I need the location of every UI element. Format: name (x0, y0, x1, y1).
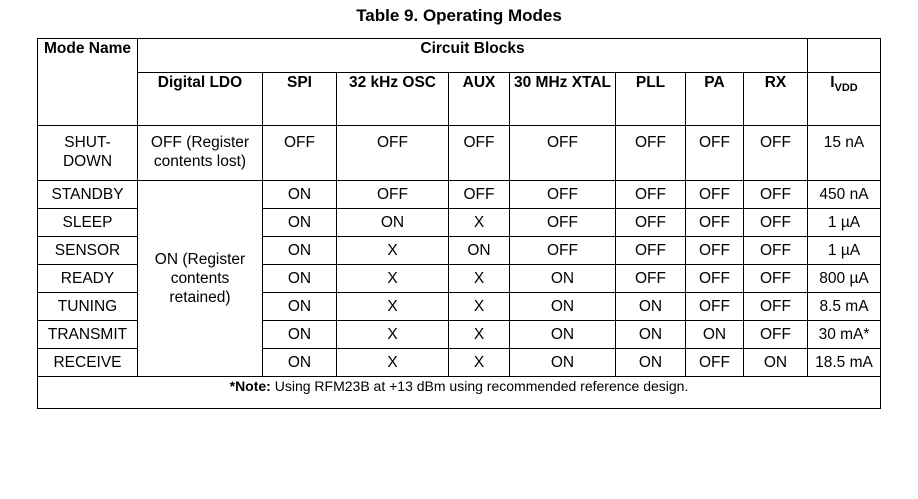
table-note (38, 377, 881, 409)
osc-cell: X (337, 321, 449, 349)
circuit-blocks-header: Circuit Blocks (138, 39, 808, 73)
ivdd-subscript-label: VDD (834, 82, 858, 94)
pa-cell: OFF (686, 349, 744, 377)
pll-cell: ON (616, 349, 686, 377)
aux-cell: X (449, 293, 510, 321)
ivdd-cell: 15 nA (808, 126, 881, 181)
xtal-cell: OFF (510, 237, 616, 265)
column-header-digital-ldo: Digital LDO (138, 73, 263, 126)
mode-cell: SLEEP (38, 209, 138, 237)
rx-cell: OFF (744, 293, 808, 321)
ivdd-cell: 1 µA (808, 209, 881, 237)
mode-cell: TUNING (38, 293, 138, 321)
spi-cell: ON (263, 293, 337, 321)
pa-cell: OFF (686, 126, 744, 181)
pll-cell: OFF (616, 209, 686, 237)
pa-cell: OFF (686, 209, 744, 237)
digital-ldo-cell: ON (Register contents retained) (138, 181, 263, 377)
pa-cell: OFF (686, 265, 744, 293)
column-header-aux: AUX (449, 73, 510, 126)
aux-cell: OFF (449, 126, 510, 181)
pll-cell: OFF (616, 265, 686, 293)
xtal-cell: OFF (510, 209, 616, 237)
pll-cell: OFF (616, 237, 686, 265)
rx-cell: ON (744, 349, 808, 377)
aux-cell: X (449, 209, 510, 237)
ivdd-cell: 800 µA (808, 265, 881, 293)
mode-cell: SENSOR (38, 237, 138, 265)
spi-cell: ON (263, 349, 337, 377)
osc-cell: X (337, 265, 449, 293)
xtal-cell: ON (510, 265, 616, 293)
pa-cell: OFF (686, 237, 744, 265)
pa-cell: OFF (686, 181, 744, 209)
aux-cell: X (449, 265, 510, 293)
ivdd-cell: 8.5 mA (808, 293, 881, 321)
xtal-cell: OFF (510, 126, 616, 181)
ivdd-cell: 30 mA* (808, 321, 881, 349)
spi-cell: ON (263, 265, 337, 293)
xtal-cell: ON (510, 293, 616, 321)
rx-cell: OFF (744, 237, 808, 265)
osc-cell: OFF (337, 126, 449, 181)
xtal-cell: OFF (510, 181, 616, 209)
ivdd-header-spacer (808, 39, 881, 73)
note-text: Using RFM23B at +13 dBm using recommended reference design. (270, 378, 689, 394)
pa-cell: OFF (686, 293, 744, 321)
spi-cell: OFF (263, 126, 337, 181)
mode-cell: SHUT-DOWN (38, 126, 138, 181)
column-header-32khz-osc: 32 kHz OSC (337, 73, 449, 126)
pll-cell: OFF (616, 181, 686, 209)
xtal-cell: ON (510, 349, 616, 377)
xtal-cell: ON (510, 321, 616, 349)
mode-cell: STANDBY (38, 181, 138, 209)
osc-cell: ON (337, 209, 449, 237)
operating-modes-table (37, 38, 881, 409)
table-row (38, 181, 881, 209)
rx-cell: OFF (744, 321, 808, 349)
ivdd-cell: 450 nA (808, 181, 881, 209)
pll-cell: OFF (616, 126, 686, 181)
rx-cell: OFF (744, 126, 808, 181)
ivdd-cell: 1 µA (808, 237, 881, 265)
column-header-ivdd (808, 73, 881, 126)
ivdd-main-label: I (830, 74, 835, 91)
table-row (38, 126, 881, 181)
osc-cell: X (337, 349, 449, 377)
rx-cell: OFF (744, 181, 808, 209)
column-header-pa: PA (686, 73, 744, 126)
osc-cell: OFF (337, 181, 449, 209)
column-header-pll: PLL (616, 73, 686, 126)
spi-cell: ON (263, 237, 337, 265)
digital-ldo-cell: OFF (Register contents lost) (138, 126, 263, 181)
ivdd-cell: 18.5 mA (808, 349, 881, 377)
mode-cell: RECEIVE (38, 349, 138, 377)
column-header-30mhz-xtal: 30 MHz XTAL (510, 73, 616, 126)
table-caption: Table 9. Operating Modes (356, 6, 562, 25)
aux-cell: X (449, 321, 510, 349)
spi-cell: ON (263, 209, 337, 237)
aux-cell: OFF (449, 181, 510, 209)
rx-cell: OFF (744, 209, 808, 237)
osc-cell: X (337, 293, 449, 321)
mode-name-header: Mode Name (38, 39, 138, 126)
column-header-spi: SPI (263, 73, 337, 126)
pll-cell: ON (616, 321, 686, 349)
note-label: *Note: (229, 378, 271, 394)
spi-cell: ON (263, 321, 337, 349)
spi-cell: ON (263, 181, 337, 209)
mode-cell: TRANSMIT (38, 321, 138, 349)
osc-cell: X (337, 237, 449, 265)
aux-cell: ON (449, 237, 510, 265)
rx-cell: OFF (744, 265, 808, 293)
mode-cell: READY (38, 265, 138, 293)
aux-cell: X (449, 349, 510, 377)
pa-cell: ON (686, 321, 744, 349)
pll-cell: ON (616, 293, 686, 321)
column-header-rx: RX (744, 73, 808, 126)
